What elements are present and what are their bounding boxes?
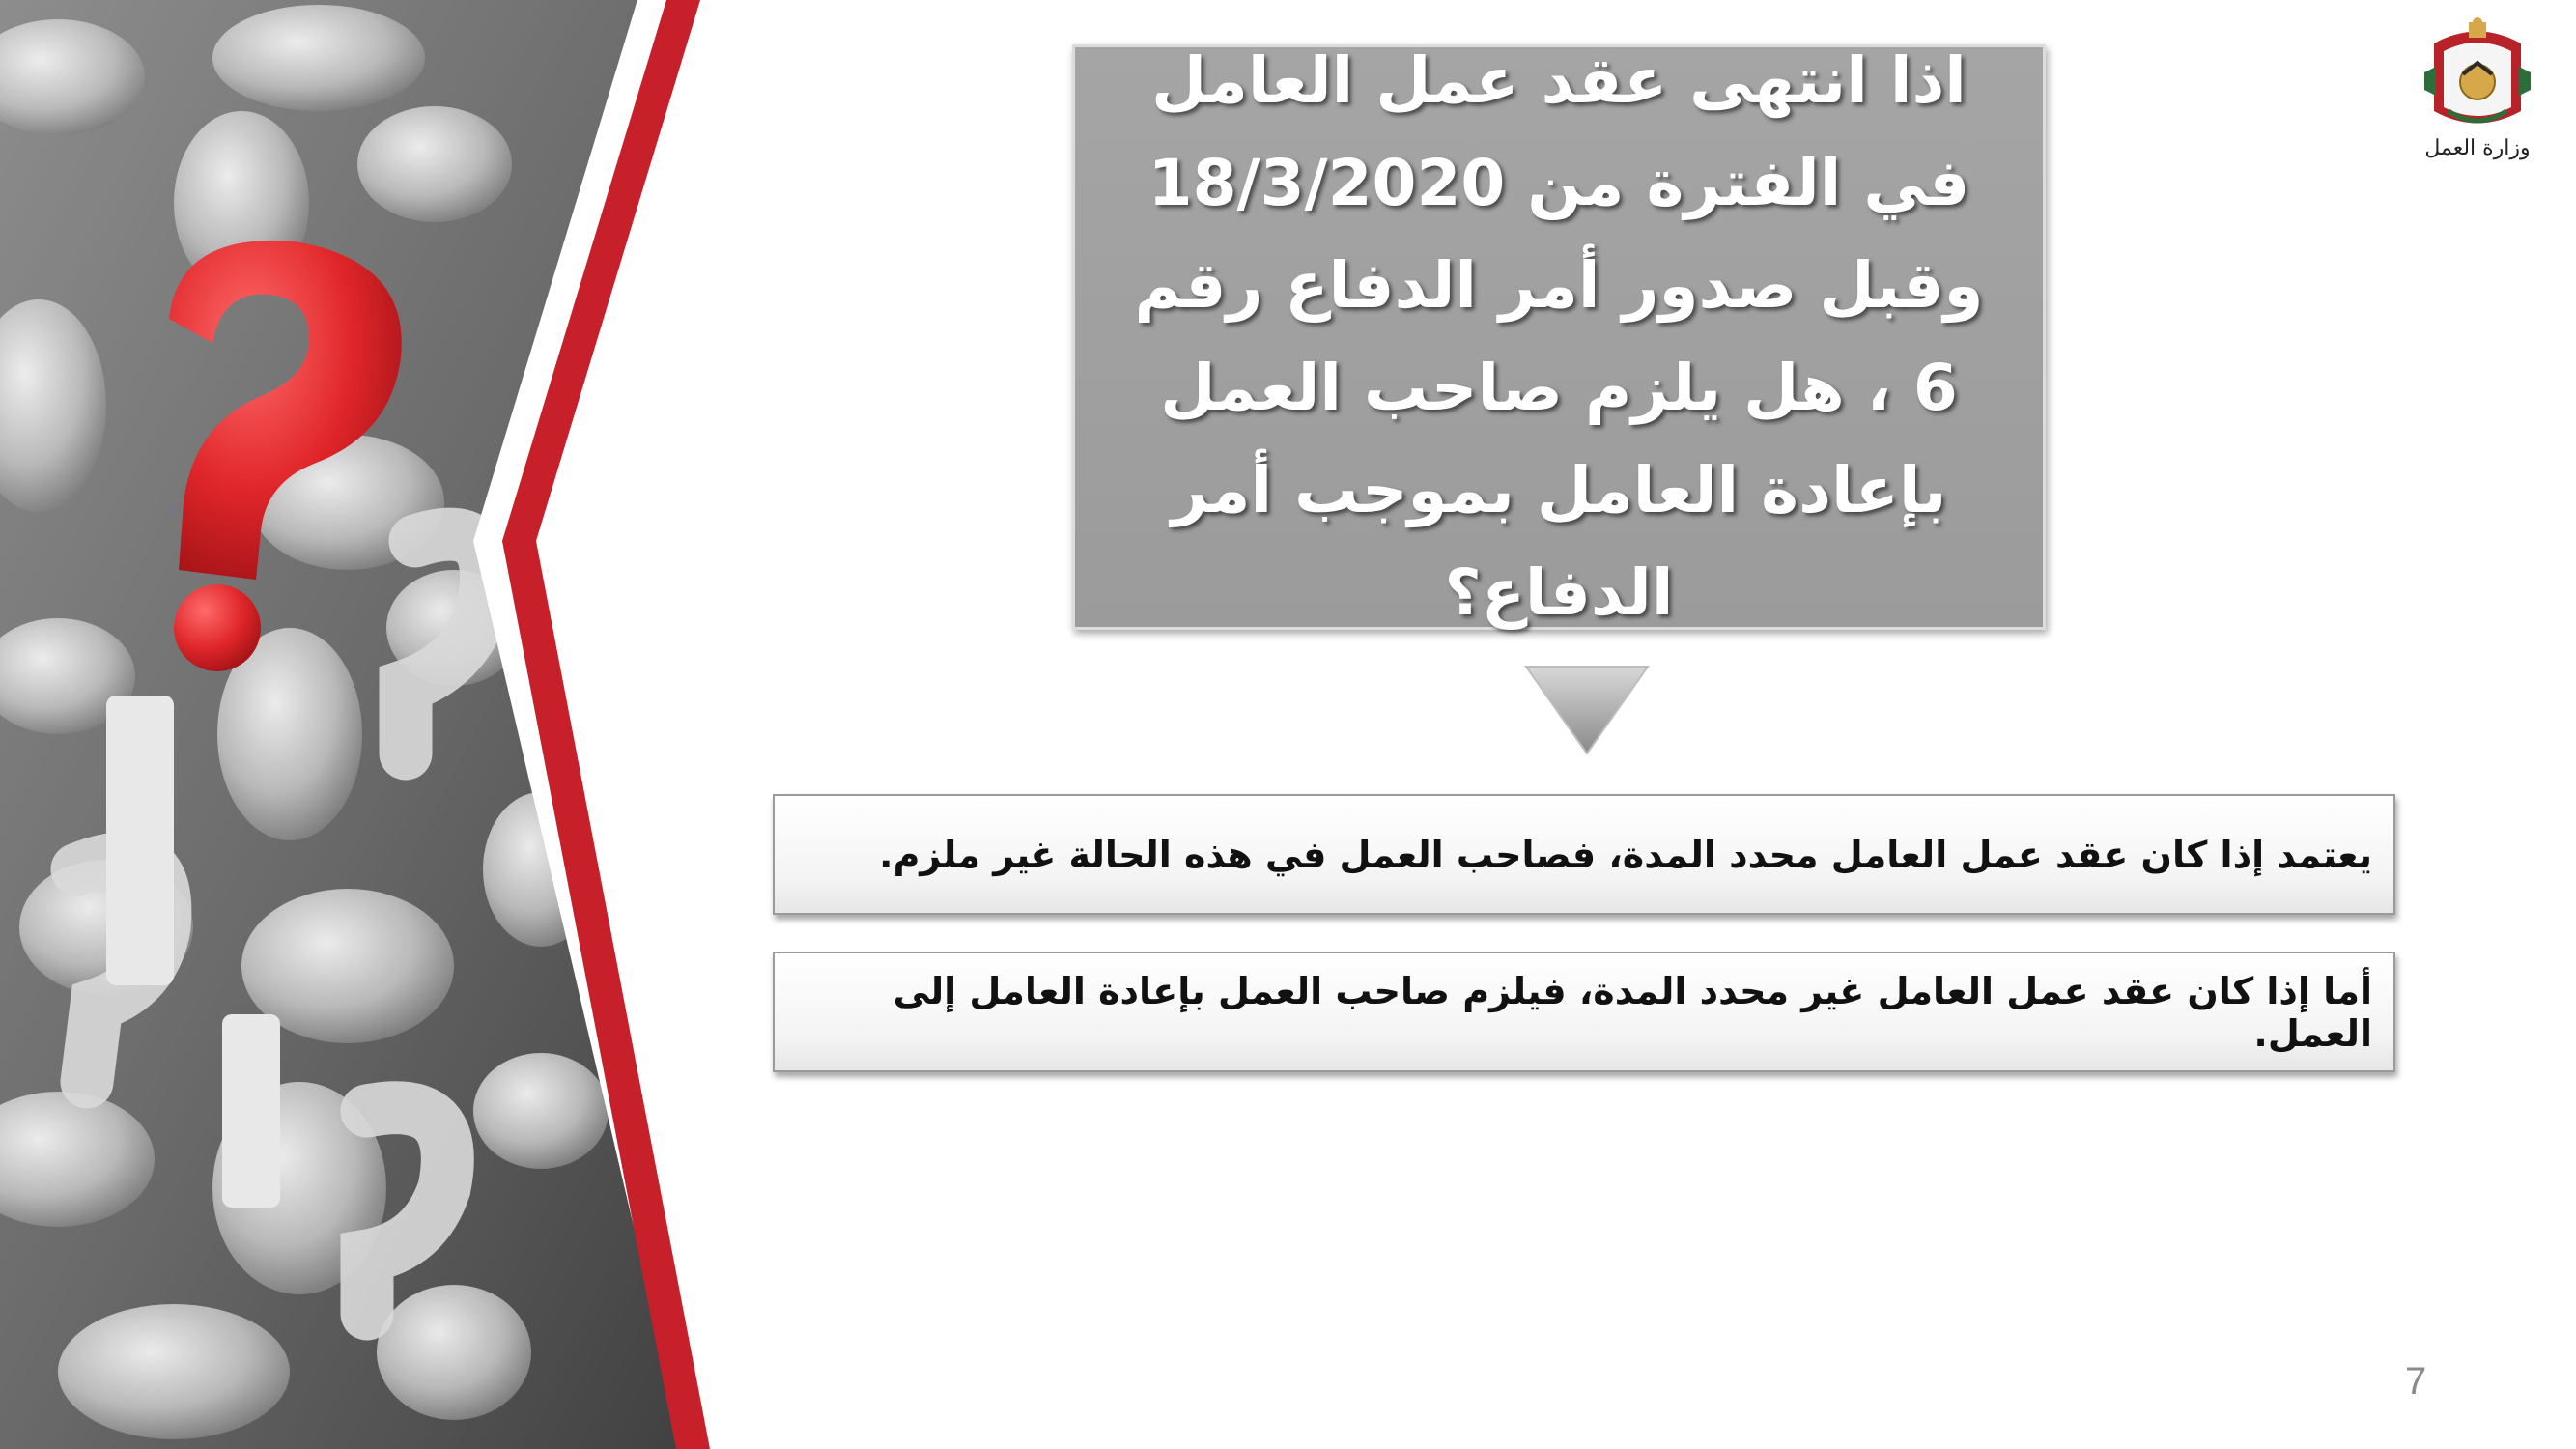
answer-text-1: يعتمد إذا كان عقد عمل العامل محدد المدة، فصاحب العمل في هذه الحالة غير ملزم. (879, 833, 2372, 876)
ministry-name: وزارة العمل (2424, 136, 2531, 160)
question-box (1072, 44, 2046, 630)
question-text: اذا انتهى عقد عمل العامل في الفترة من 18/3/2020 وقبل صدور أمر الدفاع رقم 6 ، هل يلزم صاحب العمل بإعادة العامل بموجب أمر الدفاع؟ (1134, 43, 1984, 630)
page-number: 7 (2405, 1360, 2427, 1403)
answer-text-2: أما إذا كان عقد عمل العامل غير محدد المدة، فيلزم صاحب العمل بإعادة العامل إلى العمل. (892, 969, 2372, 1055)
coat-of-arms-icon (2415, 14, 2540, 140)
answer-box-1 (773, 794, 2395, 915)
down-arrow-icon (1524, 665, 1650, 756)
answer-box-2 (773, 952, 2395, 1072)
ministry-logo (2395, 14, 2560, 184)
question-marks-background-image (0, 0, 734, 1449)
